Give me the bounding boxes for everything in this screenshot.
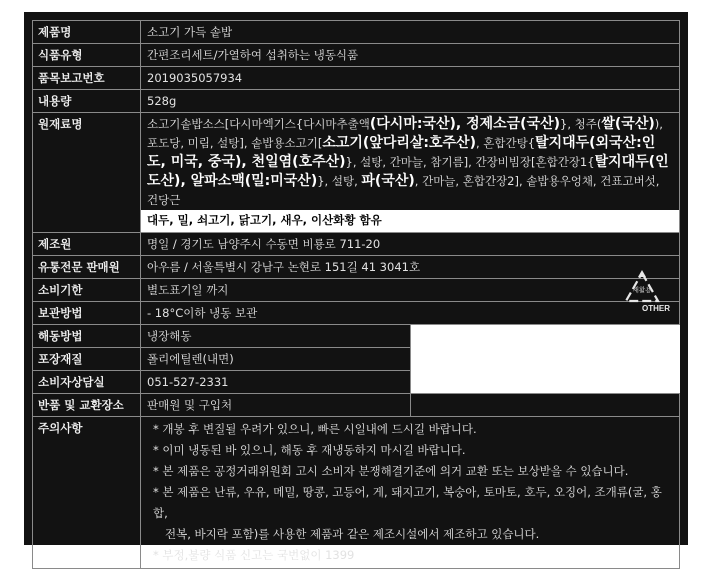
row-manufacturer <box>33 233 680 256</box>
caution-line: * 개봉 후 변질될 우려가 있으니, 빠른 시일내에 드시길 바랍니다. <box>153 422 477 436</box>
ingredient-highlight: (다시마:국산), 정제소금(국산) <box>369 116 561 132</box>
row-food-type <box>33 44 680 67</box>
value-consumer: 051-527-2331 <box>141 371 411 394</box>
ingredient-highlight: 쌀(국산) <box>601 116 655 132</box>
row-seller <box>33 256 680 279</box>
ingredient-text: , 혼합간탕{ <box>475 136 536 150</box>
label-thaw: 해동방법 <box>33 325 141 348</box>
value-returns: 판매원 및 구입처 <box>141 394 411 417</box>
value-thaw: 냉장해동 <box>141 325 411 348</box>
ingredient-highlight: 소고기(앞다리살:호주산) <box>322 135 476 151</box>
product-info-table <box>32 20 680 569</box>
label-storage: 보관방법 <box>33 302 141 325</box>
value-report-no: 2019035057934 <box>141 67 680 90</box>
recycle-type-label: OTHER <box>642 304 670 313</box>
allergy-notice: 대두, 밀, 쇠고기, 닭고기, 새우, 이산화황 함유 <box>141 210 679 232</box>
ingredient-text: }, 설탕, <box>317 174 362 188</box>
caution-line: 전복, 바지락 포함)를 사용한 제품과 같은 제조시설에서 제조하고 있습니다. <box>165 527 540 541</box>
value-content: 528g <box>141 90 680 113</box>
ingredient-text: }, 청주( <box>560 117 602 131</box>
label-manufacturer: 제조원 <box>33 233 141 256</box>
value-seller: 아우름 / 서울특별시 강남구 논현로 151길 41 3041호 <box>141 256 680 279</box>
nutrition-label-panel <box>24 12 688 562</box>
row-ingredients <box>33 113 680 233</box>
value-packaging: 폴리에틸렌(내면) <box>141 348 411 371</box>
label-packaging: 포장재질 <box>33 348 141 371</box>
value-food-type: 간편조리세트/가열하여 섭취하는 냉동식품 <box>141 44 680 67</box>
label-cautions: 주의사항 <box>33 417 141 569</box>
ingredient-text: }, 설탕, 간마늘, 참기름], 간장비빔장[혼합간장1{ <box>345 155 595 169</box>
row-cautions <box>33 417 680 569</box>
label-product-name: 제품명 <box>33 21 141 44</box>
value-ingredients <box>141 113 680 233</box>
row-expiry <box>33 279 680 302</box>
caution-line: * 본 제품은 공정거래위원회 고시 소비자 분쟁해결기준에 의거 교환 또는 보상받을 수 있습니다. <box>153 464 629 478</box>
label-ingredients: 원재료명 <box>33 113 141 233</box>
row-returns <box>33 394 680 417</box>
label-returns: 반품 및 교환장소 <box>33 394 141 417</box>
row-report-no <box>33 67 680 90</box>
caution-line: * 본 제품은 난류, 우유, 메밀, 땅콩, 고등어, 게, 돼지고기, 복숭아, 토마토, 호두, 오징어, 조개류(굴, 홍합, <box>153 485 662 520</box>
caution-line: * 이미 냉동된 바 있으니, 해동 후 재냉동하지 마시길 바랍니다. <box>153 443 466 457</box>
ingredient-highlight: 탈지대두(외국산:인도, 미국, 중국), 천일염(호주산) <box>147 135 656 170</box>
value-product-name: 소고기 가득 솥밥 <box>141 21 680 44</box>
ingredient-text: , 간마늘, 혼합간장2], 솥밥용우엉채, 건표고버섯, 건당근 <box>147 174 660 207</box>
recycle-top-text: 재활용 <box>632 286 652 294</box>
label-food-type: 식품유형 <box>33 44 141 67</box>
value-manufacturer: 명일 / 경기도 남양주시 수동면 비룡로 711-20 <box>141 233 680 256</box>
label-consumer: 소비자상담실 <box>33 371 141 394</box>
row-product-name <box>33 21 680 44</box>
ingredient-highlight: 탈지대두(인도산), 알파소맥(밀:미국산) <box>147 154 669 189</box>
blank-cell <box>410 394 680 417</box>
label-seller: 유통전문 판매원 <box>33 256 141 279</box>
caution-line: * 부정,불량 식품 신고는 국번없이 1399 <box>153 548 355 562</box>
row-storage <box>33 302 680 325</box>
label-expiry: 소비기한 <box>33 279 141 302</box>
label-report-no: 품목보고번호 <box>33 67 141 90</box>
value-expiry: 별도표기일 까지 <box>141 279 680 302</box>
value-storage: - 18°C이하 냉동 보관 <box>141 302 680 325</box>
row-content <box>33 90 680 113</box>
ingredient-text: 소고기솥밥소스[다시마엑기스{다시마추출액 <box>147 117 370 131</box>
ingredient-highlight: 파(국산) <box>361 173 415 189</box>
value-cautions <box>141 417 680 569</box>
row-thaw <box>33 325 680 348</box>
ingredient-text: ), 포도당, 미림, 설탕], 솥밥용소고기[ <box>147 117 663 150</box>
label-content: 내용량 <box>33 90 141 113</box>
blank-white-block <box>410 325 680 394</box>
